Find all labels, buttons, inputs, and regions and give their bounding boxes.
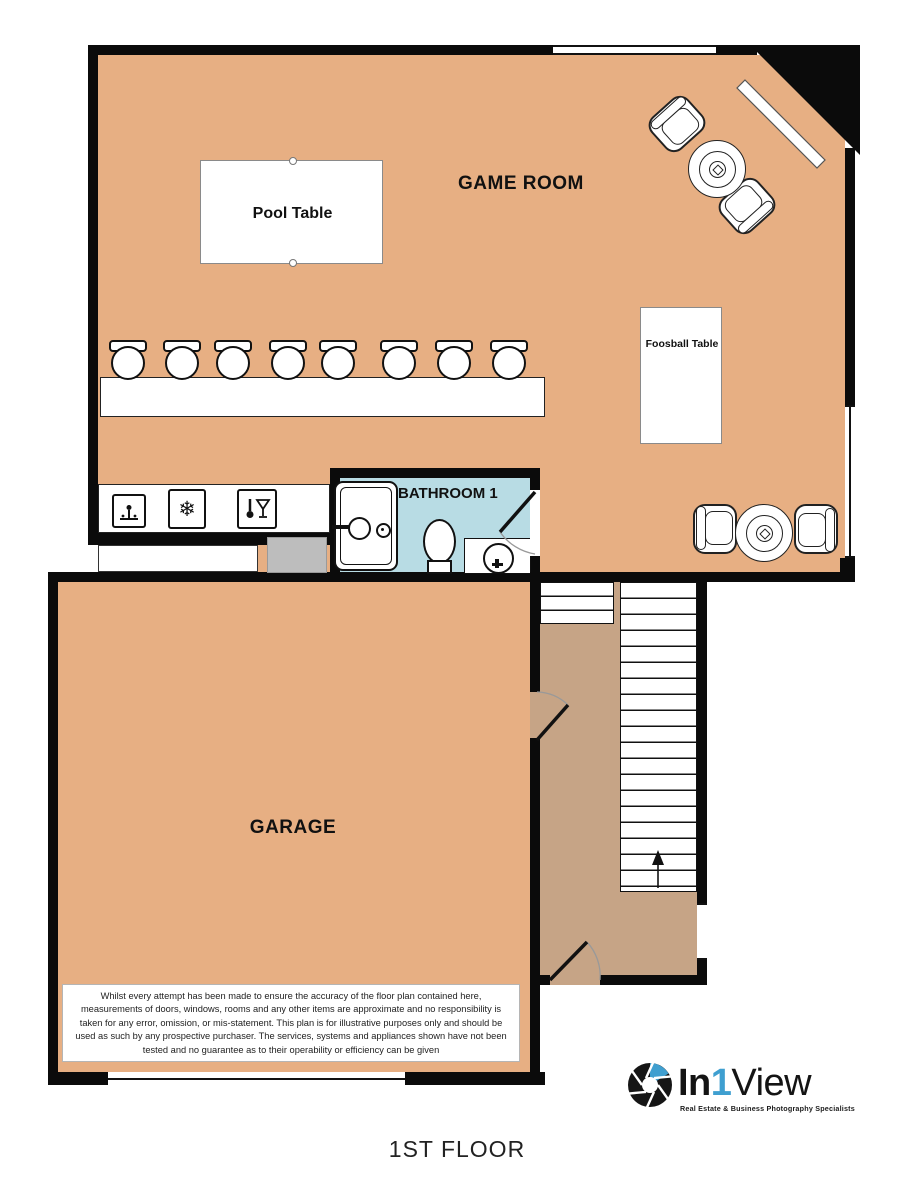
stairs-up-arrow-icon xyxy=(648,848,668,890)
top-wall-window xyxy=(553,45,716,55)
shower-head-icon xyxy=(348,517,371,540)
landing-step xyxy=(267,537,327,573)
game-room-right-wall xyxy=(845,148,855,405)
shower-drain-icon xyxy=(376,523,391,538)
game-room-left-wall xyxy=(88,45,98,545)
armchair xyxy=(794,504,838,554)
freezer-unit xyxy=(168,489,206,529)
bar-stool xyxy=(268,340,306,380)
pool-table-pocket-icon xyxy=(289,259,297,267)
armchair-back xyxy=(696,506,706,550)
sink-icon xyxy=(116,499,142,523)
bar-counter xyxy=(100,377,545,417)
bar-stool xyxy=(318,340,356,380)
foosball-table-label: Foosball Table xyxy=(645,338,719,350)
garage-door-line xyxy=(108,1078,405,1080)
armchair-seat xyxy=(705,511,733,545)
logo-wordmark xyxy=(678,1064,811,1102)
armchair-seat xyxy=(798,513,826,547)
stool-seat xyxy=(165,346,199,380)
floor-title: 1ST FLOOR xyxy=(388,1136,526,1162)
diagonal-bay-corner xyxy=(735,40,865,180)
staircase xyxy=(620,582,697,892)
bar-stool xyxy=(489,340,527,380)
garage-right-wall xyxy=(530,572,540,1085)
toilet xyxy=(423,519,456,564)
armchair-back xyxy=(825,508,835,552)
right-wall-window xyxy=(845,405,855,558)
logo-text-view: View xyxy=(731,1062,812,1104)
stool-seat xyxy=(111,346,145,380)
stool-seat xyxy=(382,346,416,380)
bathroom-label: BATHROOM 1 xyxy=(398,485,498,502)
stool-seat xyxy=(271,346,305,380)
shower xyxy=(334,481,398,571)
stool-seat xyxy=(437,346,471,380)
garage-label: GARAGE xyxy=(249,817,337,838)
logo-text-in: In xyxy=(678,1062,711,1104)
stool-seat xyxy=(321,346,355,380)
logo-text-one: 1 xyxy=(710,1062,732,1104)
garage-left-wall xyxy=(48,572,58,1085)
bar-stool xyxy=(434,340,472,380)
game-room-label: GAME ROOM xyxy=(458,173,584,194)
armchair xyxy=(693,504,737,554)
under-counter-storage xyxy=(98,545,258,572)
toilet-tank xyxy=(427,560,452,574)
bathroom-door xyxy=(490,482,545,564)
bar-sink-unit xyxy=(112,494,146,528)
snowflake-icon: ❄ xyxy=(178,497,196,521)
bar-stool xyxy=(213,340,251,380)
hallway-right-window xyxy=(697,903,707,960)
pool-table-pocket-icon xyxy=(289,157,297,165)
stool-seat xyxy=(492,346,526,380)
wine-cooler-icon xyxy=(243,495,271,523)
disclaimer-text: Whilst every attempt has been made to ensure the accuracy of the floor plan contained here, measurements of doors, windows, rooms and any other items are approximate and no responsibility is taken for any error, omission, or mis-statement. This plan is for illustrative purposes only and should be used as such by any prospective purchaser. The services, systems and appliances shown have not been tested and no guarantee as to their operability or efficiency can be given xyxy=(62,984,520,1062)
round-side-table xyxy=(688,140,746,198)
bar-stool xyxy=(108,340,146,380)
stool-seat xyxy=(216,346,250,380)
pool-table xyxy=(200,160,383,264)
wine-cooler-unit xyxy=(237,489,277,529)
foosball-table xyxy=(640,307,722,444)
pool-table-label: Pool Table xyxy=(252,205,333,222)
bar-stool xyxy=(379,340,417,380)
aperture-logo-icon xyxy=(627,1062,673,1108)
round-side-table xyxy=(735,504,793,562)
entry-door xyxy=(542,930,608,988)
bar-stool xyxy=(162,340,200,380)
mini-stairs xyxy=(540,582,614,624)
logo-tagline: Real Estate & Business Photography Specialists xyxy=(680,1104,855,1113)
